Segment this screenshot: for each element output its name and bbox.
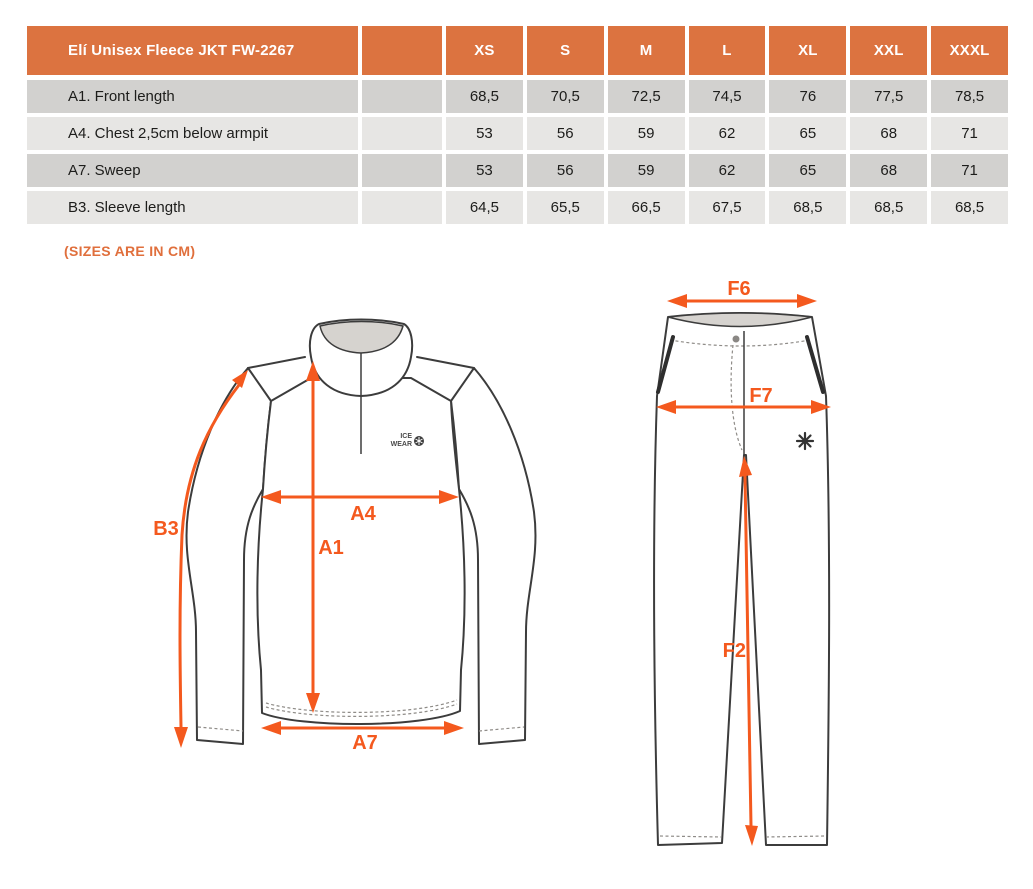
- value-cell: 68,5: [931, 191, 1008, 224]
- value-cell: 76: [769, 80, 846, 113]
- arrowhead-a7-right: [444, 721, 464, 735]
- value-cell: 68,5: [769, 191, 846, 224]
- jacket-shoulder-seam-right: [417, 357, 474, 368]
- value-cell: 56: [527, 117, 604, 150]
- measurement-label: A7. Sweep: [27, 154, 358, 187]
- label-a7: A7: [352, 732, 378, 754]
- value-cell: 68,5: [850, 191, 927, 224]
- pants-silhouette: [654, 313, 829, 845]
- value-cell: 53: [446, 154, 523, 187]
- label-b3: B3: [153, 518, 179, 540]
- value-cell: 74,5: [689, 80, 766, 113]
- brand-logo-text-bottom: WEAR: [390, 441, 412, 448]
- value-cell: 68: [850, 117, 927, 150]
- arrowhead-f2-bottom: [745, 825, 758, 846]
- measurement-label: B3. Sleeve length: [27, 191, 358, 224]
- value-cell: 71: [931, 117, 1008, 150]
- value-cell: 64,5: [446, 191, 523, 224]
- arrowhead-b3-bottom: [174, 727, 188, 748]
- label-a1: A1: [318, 537, 344, 559]
- brand-logo-text-top: ICE: [400, 433, 412, 440]
- value-cell: 62: [689, 154, 766, 187]
- label-f2: F2: [722, 640, 746, 662]
- value-cell: 67,5: [689, 191, 766, 224]
- arrowhead-a7-left: [261, 721, 281, 735]
- value-cell: 71: [931, 154, 1008, 187]
- size-header-xxxl: XXXL: [931, 26, 1008, 75]
- units-note: (SIZES ARE IN CM): [64, 243, 196, 259]
- value-cell: 70,5: [527, 80, 604, 113]
- product-title: Elí Unisex Fleece JKT FW-2267: [27, 26, 358, 75]
- size-header-l: L: [689, 26, 766, 75]
- size-header-xxl: XXL: [850, 26, 927, 75]
- arrowhead-f6-right: [797, 294, 817, 308]
- label-a4: A4: [350, 503, 376, 525]
- label-f7: F7: [749, 385, 773, 407]
- value-cell: 68,5: [446, 80, 523, 113]
- value-cell: 65: [769, 154, 846, 187]
- pants-button: [733, 336, 740, 343]
- value-cell: 53: [446, 117, 523, 150]
- pants-snowflake-icon: [797, 433, 813, 449]
- arrowhead-f6-left: [667, 294, 687, 308]
- size-header-m: M: [608, 26, 685, 75]
- measurement-label: A1. Front length: [27, 80, 358, 113]
- jacket-shoulder-seam-left: [248, 357, 305, 368]
- value-cell: 65: [769, 117, 846, 150]
- pants-diagram: [654, 278, 831, 846]
- jacket-diagram: [153, 320, 535, 755]
- measurement-label: A4. Chest 2,5cm below armpit: [27, 117, 358, 150]
- value-cell: 59: [608, 117, 685, 150]
- size-header-s: S: [527, 26, 604, 75]
- size-header-xs: XS: [446, 26, 523, 75]
- value-cell: 78,5: [931, 80, 1008, 113]
- value-cell: 59: [608, 154, 685, 187]
- value-cell: 72,5: [608, 80, 685, 113]
- size-header-xl: XL: [769, 26, 846, 75]
- value-cell: 56: [527, 154, 604, 187]
- value-cell: 62: [689, 117, 766, 150]
- value-cell: 66,5: [608, 191, 685, 224]
- value-cell: 65,5: [527, 191, 604, 224]
- value-cell: 68: [850, 154, 927, 187]
- value-cell: 77,5: [850, 80, 927, 113]
- label-f6: F6: [727, 278, 751, 300]
